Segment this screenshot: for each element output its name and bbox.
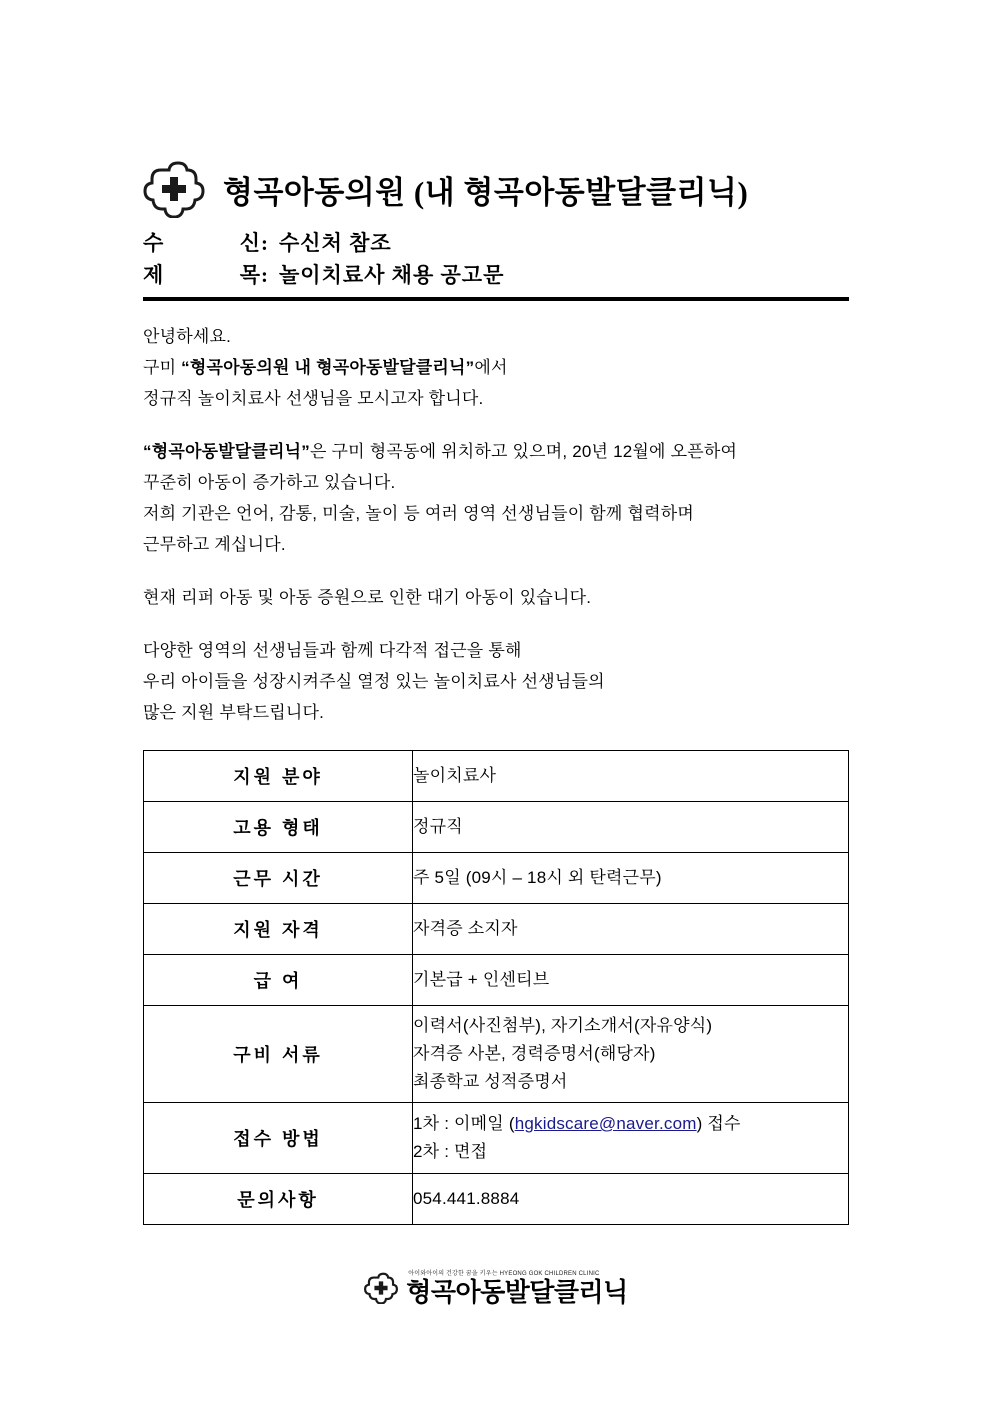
table-row-value (413, 802, 849, 853)
cell-line: 자격증 소지자 (413, 919, 518, 938)
table-row-label: 문의사항 (144, 1174, 413, 1225)
footer-text (406, 1271, 628, 1305)
table-row (144, 1103, 849, 1174)
body-line (143, 352, 849, 383)
table-row-value (413, 955, 849, 1006)
body-text-plain: 에서 (474, 358, 508, 377)
table-row (144, 955, 849, 1006)
table-row-label: 지원 분야 (144, 751, 413, 802)
cell-line: 놀이치료사 (413, 766, 497, 785)
table-row-label: 고용 형태 (144, 802, 413, 853)
table-row-label: 급 여 (144, 955, 413, 1006)
table-row (144, 1174, 849, 1225)
footer-clinic-name: 형곡아동발달클리닉 (406, 1277, 628, 1307)
table-row-label: 구비 서류 (144, 1006, 413, 1103)
meta-value-recipient: 수신처 참조 (279, 231, 392, 255)
document-meta (143, 228, 849, 291)
document-body (143, 321, 849, 728)
paragraph-greeting (143, 321, 849, 414)
clinic-cross-logo-small-icon (364, 1272, 398, 1304)
table-row-value (413, 1103, 849, 1174)
table-row (144, 853, 849, 904)
table-row (144, 802, 849, 853)
table-row-value (413, 751, 849, 802)
cell-line: 주 5일 (09시 – 18시 외 탄력근무) (413, 868, 662, 887)
cell-line: 정규직 (413, 817, 463, 836)
cell-text-before-email: 1차 : 이메일 ( (413, 1114, 515, 1133)
body-text-bold: “형곡아동발달클리닉” (143, 442, 310, 461)
header-divider (143, 297, 849, 301)
meta-colon-recipient: : (261, 231, 269, 255)
body-line: 우리 아이들을 성장시켜주실 열정 있는 놀이치료사 선생님들의 (143, 672, 605, 691)
table-row-label: 근무 시간 (144, 853, 413, 904)
page-title: 형곡아동의원 (내 형곡아동발달클리닉) (223, 174, 749, 210)
table-row-label: 지원 자격 (144, 904, 413, 955)
footer-logo (143, 1271, 849, 1305)
body-line: 많은 지원 부탁드립니다. (143, 703, 324, 722)
body-text-plain: 은 구미 형곡동에 위치하고 있으며, 20년 12월에 오픈하여 (310, 442, 738, 461)
body-line: 안녕하세요. (143, 327, 232, 346)
body-line: 정규직 놀이치료사 선생님을 모시고자 합니다. (143, 389, 484, 408)
paragraph-clinic-intro (143, 436, 849, 560)
table-row (144, 1006, 849, 1103)
cell-line-email (413, 1110, 848, 1138)
table-row-label: 접수 방법 (144, 1103, 413, 1174)
cell-line: 최종학교 성적증명서 (413, 1072, 568, 1091)
body-line: 근무하고 계십니다. (143, 535, 286, 554)
body-text-plain: 구미 (143, 358, 182, 377)
meta-row-subject (143, 260, 849, 292)
paragraph-waitlist (143, 582, 849, 613)
email-link[interactable]: hgkidscare@naver.com (514, 1114, 697, 1133)
meta-value-subject: 놀이치료사 채용 공고문 (279, 262, 505, 287)
cell-line: 자격증 사본, 경력증명서(해당자) (413, 1044, 656, 1063)
cell-text-after-email: ) 접수 (696, 1114, 741, 1133)
body-text-bold: “형곡아동의원 내 형곡아동발달클리닉” (181, 358, 475, 377)
table-row-value (413, 904, 849, 955)
table-row (144, 751, 849, 802)
body-line: 저희 기관은 언어, 감통, 미술, 놀이 등 여러 영역 선생님들이 함께 협력하며 (143, 504, 694, 523)
cell-line: 기본급 + 인센티브 (413, 970, 550, 989)
table-row (144, 904, 849, 955)
footer-tagline: 아이와아이의 건강한 꿈을 키우는 HYEONG GOK CHILDREN CLINIC (408, 1271, 600, 1277)
body-line: 다양한 영역의 선생님들과 함께 다각적 접근을 통해 (143, 641, 522, 660)
clinic-cross-logo-icon (143, 160, 205, 218)
recruitment-info-table (143, 750, 849, 1225)
cell-line: 054.441.8884 (413, 1189, 520, 1208)
meta-row-recipient (143, 228, 849, 260)
table-row-value (413, 1174, 849, 1225)
cell-line: 2차 : 면접 (413, 1142, 488, 1161)
meta-label-subject: 제 목 (143, 262, 261, 287)
meta-colon-subject: : (261, 262, 269, 287)
table-row-value (413, 853, 849, 904)
body-line: 꾸준히 아동이 증가하고 있습니다. (143, 473, 396, 492)
meta-label-recipient: 수 신 (143, 231, 261, 255)
body-line: 현재 리퍼 아동 및 아동 증원으로 인한 대기 아동이 있습니다. (143, 588, 592, 607)
body-line (143, 436, 849, 467)
paragraph-invitation (143, 635, 849, 728)
table-row-value (413, 1006, 849, 1103)
cell-line: 이력서(사진첨부), 자기소개서(자유양식) (413, 1016, 713, 1035)
document-header (143, 0, 849, 218)
